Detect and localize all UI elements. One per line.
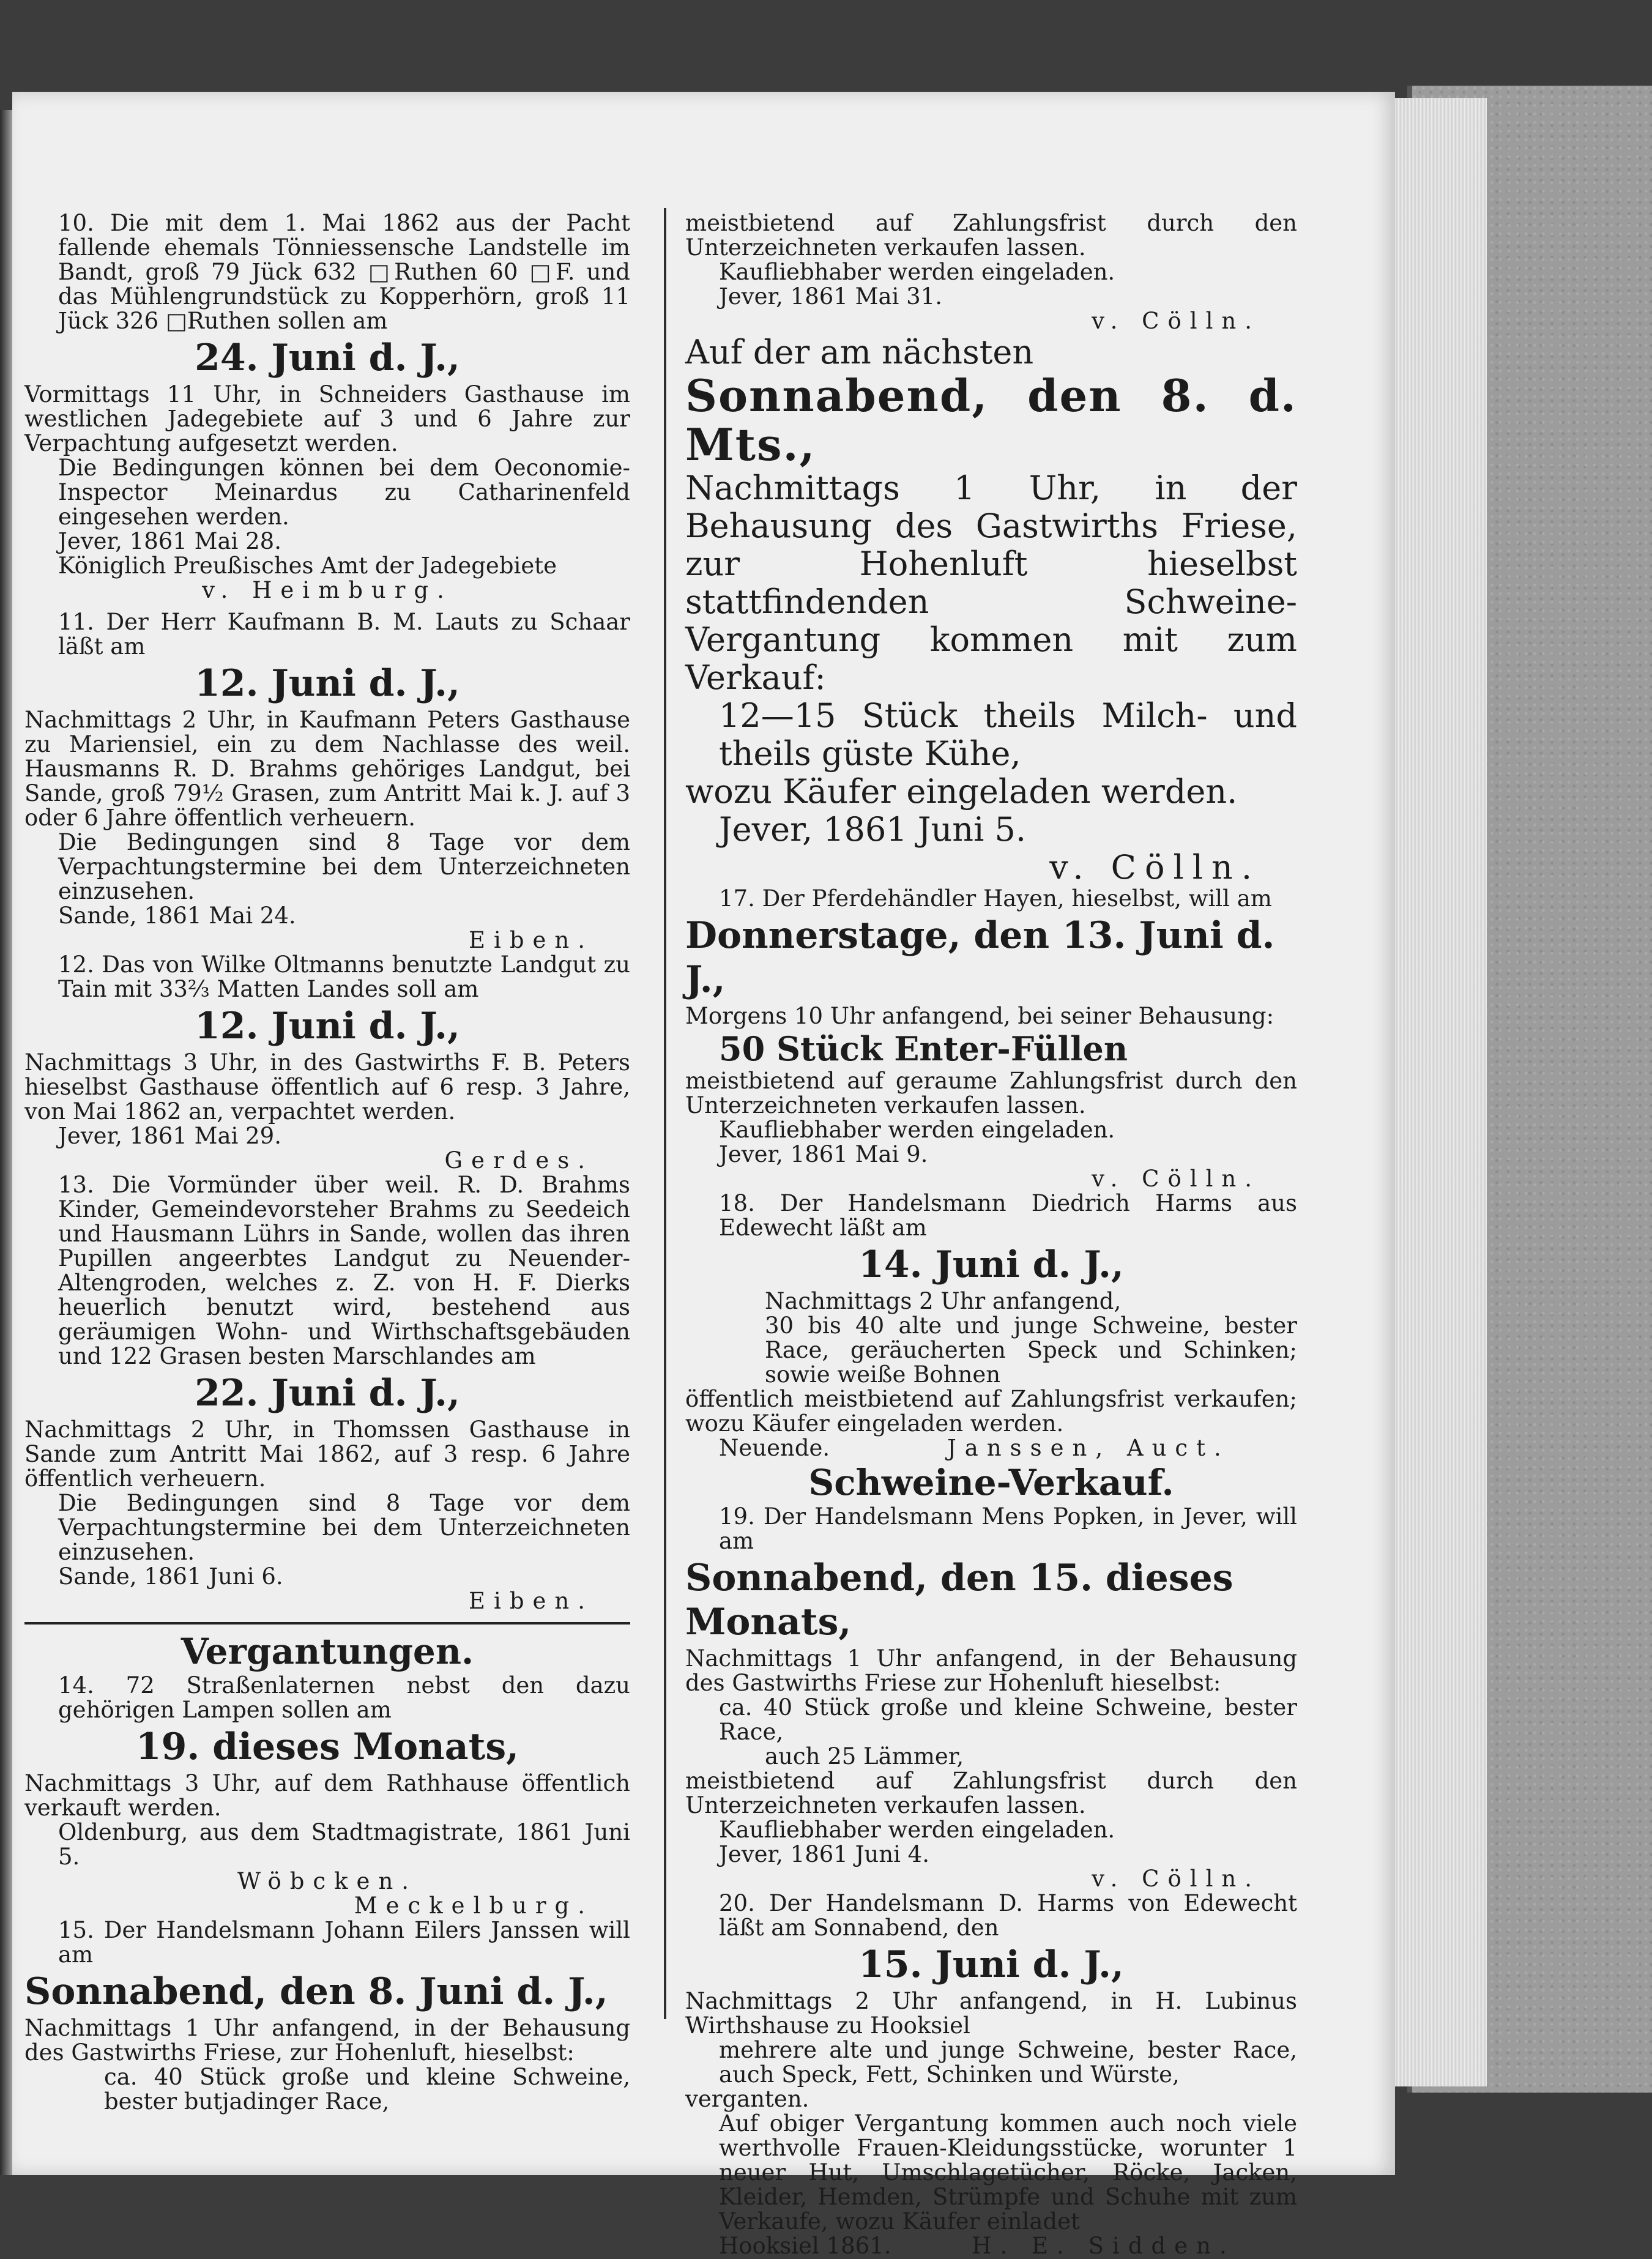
notice-20-item: mehrere alte und junge Schweine, bester Race, auch Speck, Fett, Schinken und Würste, bbox=[719, 2037, 1297, 2088]
section-heading-vergantungen: Vergantungen. bbox=[180, 1631, 474, 1672]
notice-11-intro: 11. Der Herr Kaufmann B. M. Lauts zu Schaar läßt am bbox=[58, 609, 630, 660]
notice-10-office: Königlich Preußisches Amt der Jadegebiete bbox=[58, 553, 557, 579]
notice-16-body: Nachmittags 1 Uhr, in der Behausung des Gastwirths Friese, zur Hohenluft hieselbst stattfindenden Schweine-Vergantung kommen mit zum Verkauf: bbox=[685, 469, 1297, 697]
notice-10-intro: 10. Die mit dem 1. Mai 1862 aus der Pacht fallende ehemals Tönniessensche Landstelle im Bandt, groß 79 Jück 632 □Ruthen 60 □F. und das Mühlengrundstück zu Kopperhörn, groß 11 Jück 326 □Ruthen sollen am bbox=[58, 210, 630, 334]
notice-20-signature: H. E. Sidden. bbox=[972, 2233, 1235, 2259]
notice-18-date: 14. Juni d. J., bbox=[858, 1243, 1124, 1286]
notice-19-intro: 19. Der Handelsmann Mens Popken, in Jever, will am bbox=[719, 1503, 1297, 1554]
notice-12-intro: 12. Das von Wilke Oltmanns benutzte Landgut zu Tain mit 33⅔ Matten Landes soll am bbox=[58, 951, 630, 1002]
notice-13-signature: Eiben. bbox=[468, 1588, 593, 1614]
notice-20-date: 15. Juni d. J., bbox=[858, 1943, 1124, 1986]
notice-19-place: Jever, 1861 Juni 4. bbox=[719, 1841, 929, 1867]
notice-11-body: Nachmittags 2 Uhr, in Kaufmann Peters Gasthause zu Mariensiel, ein zu dem Nachlasse des weil. Hausmanns R. D. Brahms gehöriges Landgut, bei Sande, groß 79½ Grasen, zum Antritt Mai k. J. auf 3 oder 6 Jahre öffentlich verheuern. bbox=[24, 707, 630, 831]
notice-10-place: Jever, 1861 Mai 28. bbox=[58, 528, 281, 554]
notice-17-signature: v. Cölln. bbox=[1092, 1166, 1260, 1192]
notice-19-item1: ca. 40 Stück große und kleine Schweine, bester Race, bbox=[719, 1694, 1297, 1745]
page-stack-edge bbox=[1395, 98, 1487, 2086]
right-column bbox=[685, 211, 1297, 2258]
notice-16-place: Jever, 1861 Juni 5. bbox=[719, 810, 1027, 849]
section-rule bbox=[24, 1622, 630, 1624]
notice-16-date: Sonnabend, den 8. d. Mts., bbox=[685, 370, 1297, 471]
notice-17-item: 50 Stück Enter-Füllen bbox=[719, 1029, 1128, 1068]
notice-15-intro: 15. Der Handelsmann Johann Eilers Janssen will am bbox=[58, 1917, 630, 1968]
notice-10-date: 24. Juni d. J., bbox=[195, 337, 460, 379]
notice-18-intro: 18. Der Handelsmann Diedrich Harms aus Edewecht läßt am bbox=[719, 1190, 1297, 1241]
notice-13-date: 22. Juni d. J., bbox=[195, 1372, 460, 1415]
notice-10 bbox=[24, 211, 630, 603]
notice-18-place bbox=[685, 1436, 1297, 1461]
notice-17-place: Jever, 1861 Mai 9. bbox=[719, 1141, 928, 1167]
notice-18-item: 30 bis 40 alte und junge Schweine, bester Race, geräucherten Speck und Schinken; sowie weiße Bohnen bbox=[765, 1312, 1297, 1388]
notice-13 bbox=[24, 1173, 630, 1613]
notice-15-continued bbox=[685, 211, 1297, 333]
notice-15-date: Sonnabend, den 8. Juni d. J., bbox=[24, 1970, 608, 2013]
section-heading-schweine-verkauf: Schweine-Verkauf. bbox=[808, 1462, 1174, 1503]
notice-19 bbox=[685, 1505, 1297, 1891]
notice-11-date: 12. Juni d. J., bbox=[195, 662, 460, 705]
notice-13-conditions: Die Bedingungen sind 8 Tage vor dem Verpachtungstermine bei dem Unterzeichneten einzusehen. bbox=[58, 1490, 630, 1565]
column-divider bbox=[664, 208, 666, 2019]
notice-18 bbox=[685, 1191, 1297, 1461]
notice-10-body: Vormittags 11 Uhr, in Schneiders Gasthause im westlichen Jadegebiete auf 3 und 6 Jahre zur Verpachtung aufgesetzt werden. bbox=[24, 381, 630, 456]
notice-19-body: Nachmittags 1 Uhr anfangend, in der Behausung des Gastwirths Friese zur Hohenluft hieselbst: bbox=[685, 1645, 1297, 1696]
notice-15-cont-signature: v. Cölln. bbox=[1092, 308, 1260, 334]
notice-16 bbox=[685, 333, 1297, 887]
notice-16-line1: Auf der am nächsten bbox=[685, 333, 1034, 371]
notice-20-body: Nachmittags 2 Uhr anfangend, in H. Lubinus Wirthshause zu Hooksiel bbox=[685, 1988, 1297, 2039]
notice-15-pre-signature: Meckelburg. bbox=[354, 1892, 593, 1919]
left-column bbox=[24, 211, 630, 2114]
notice-13-body: Nachmittags 2 Uhr, in Thomssen Gasthause in Sande zum Antritt Mai 1862, auf 3 resp. 6 Jahre öffentlich verheuern. bbox=[24, 1416, 630, 1492]
notice-11-signature: Eiben. bbox=[468, 927, 593, 953]
notice-10-signature: v. Heimburg. bbox=[202, 577, 453, 603]
notice-19-body2: meistbietend auf Zahlungsfrist durch den Unterzeichneten verkaufen lassen. bbox=[685, 1768, 1297, 1818]
notice-15 bbox=[24, 1894, 630, 2114]
notice-15-item: ca. 40 Stück große und kleine Schweine, bester butjadinger Race, bbox=[104, 2064, 630, 2115]
notice-16-signature: v. Cölln. bbox=[1049, 848, 1260, 887]
notice-19-date: Sonnabend, den 15. dieses Monats, bbox=[685, 1557, 1233, 1643]
notice-20-body2: verganten. bbox=[685, 2086, 809, 2112]
notice-20 bbox=[685, 1891, 1297, 2258]
notice-12 bbox=[24, 953, 630, 1173]
notice-10-conditions: Die Bedingungen können bei dem Oeconomie-Inspector Meinardus zu Catharinenfeld eingesehen werden. bbox=[58, 455, 630, 530]
notice-16-invitation: wozu Käufer eingeladen werden. bbox=[685, 772, 1238, 811]
notice-18-time: Nachmittags 2 Uhr anfangend, bbox=[765, 1288, 1122, 1314]
notice-12-date: 12. Juni d. J., bbox=[195, 1005, 460, 1048]
notice-20-place-text: Hooksiel 1861. bbox=[719, 2233, 891, 2259]
notice-15-cont-buyers: Kaufliebhaber werden eingeladen. bbox=[719, 259, 1115, 285]
notice-15-body: Nachmittags 1 Uhr anfangend, in der Behausung des Gastwirths Friese, zur Hohenluft, hieselbst: bbox=[24, 2015, 630, 2066]
notice-11-place: Sande, 1861 Mai 24. bbox=[58, 902, 296, 929]
notice-17-date: Donnerstage, den 13. Juni d. J., bbox=[685, 914, 1275, 1001]
notice-12-body: Nachmittags 3 Uhr, in des Gastwirths F. B. Peters hieselbst Gasthause öffentlich auf 6 resp. 3 Jahre, von Mai 1862 an, verpachtet werden. bbox=[24, 1049, 630, 1125]
notice-11-conditions: Die Bedingungen sind 8 Tage vor dem Verpachtungstermine bei dem Unterzeichneten einzusehen. bbox=[58, 829, 630, 904]
notice-11 bbox=[24, 610, 630, 953]
notice-20-extra: Auf obiger Vergantung kommen auch noch viele werthvolle Frauen-Kleidungsstücke, worunter 1 neuer Hut, Umschlagetücher, Röcke, Jacken, Kleider, Hemden, Strümpfe und Schuhe mit zum Verkaufe, wozu Käufer einladet bbox=[719, 2110, 1297, 2235]
notice-18-place-text: Neuende. bbox=[719, 1435, 830, 1461]
notice-14-intro: 14. 72 Straßenlaternen nebst den dazu gehörigen Lampen sollen am bbox=[58, 1672, 630, 1723]
notice-12-signature: Gerdes. bbox=[444, 1147, 593, 1174]
notice-16-item: 12—15 Stück theils Milch- und theils güste Kühe, bbox=[719, 696, 1297, 773]
notice-12-place: Jever, 1861 Mai 29. bbox=[58, 1123, 281, 1149]
notice-20-intro: 20. Der Handelsmann D. Harms von Edewecht läßt am Sonnabend, den bbox=[719, 1890, 1297, 1941]
notice-19-buyers: Kaufliebhaber werden eingeladen. bbox=[719, 1817, 1115, 1843]
notice-13-place: Sande, 1861 Juni 6. bbox=[58, 1563, 283, 1590]
notice-19-signature: v. Cölln. bbox=[1092, 1866, 1260, 1892]
notice-15-cont-place: Jever, 1861 Mai 31. bbox=[719, 283, 942, 310]
notice-17 bbox=[685, 887, 1297, 1191]
notice-18-body: öffentlich meistbietend auf Zahlungsfrist verkaufen; wozu Käufer eingeladen werden. bbox=[685, 1386, 1297, 1437]
notice-20-place bbox=[685, 2234, 1297, 2258]
notice-14-place: Oldenburg, aus dem Stadtmagistrate, 1861 Juni 5. bbox=[58, 1819, 630, 1870]
notice-14 bbox=[24, 1673, 630, 1894]
notice-17-intro: 17. Der Pferdehändler Hayen, hieselbst, will am bbox=[719, 885, 1272, 912]
notice-14-signature: Wöbcken. bbox=[237, 1868, 418, 1894]
notice-17-buyers: Kaufliebhaber werden eingeladen. bbox=[719, 1117, 1115, 1143]
notice-15-cont-body: meistbietend auf Zahlungsfrist durch den Unterzeichneten verkaufen lassen. bbox=[685, 210, 1297, 261]
notice-13-intro: 13. Die Vormünder über weil. R. D. Brahms Kinder, Gemeindevorsteher Brahms zu Seedeich und Hausmann Lührs in Sande, wollen das ihren Pupillen angeerbtes Landgut zu Neuender-Altengroden, welches z. Z. von H. F. Dierks heuerlich benutzt wird, bestehend aus geräumigen Wohn- und Wirthschaftsgebäuden und 122 Grasen besten Marschlandes am bbox=[58, 1172, 630, 1369]
notice-17-body: Morgens 10 Uhr anfangend, bei seiner Behausung: bbox=[685, 1003, 1274, 1029]
notice-17-body2: meistbietend auf geraume Zahlungsfrist durch den Unterzeichneten verkaufen lassen. bbox=[685, 1068, 1297, 1118]
notice-19-item2: auch 25 Lämmer, bbox=[765, 1743, 964, 1770]
notice-14-body: Nachmittags 3 Uhr, auf dem Rathhause öffentlich verkauft werden. bbox=[24, 1770, 630, 1821]
notice-14-date: 19. dieses Monats, bbox=[135, 1725, 519, 1768]
notice-18-signature: Janssen, Auct. bbox=[947, 1435, 1230, 1461]
